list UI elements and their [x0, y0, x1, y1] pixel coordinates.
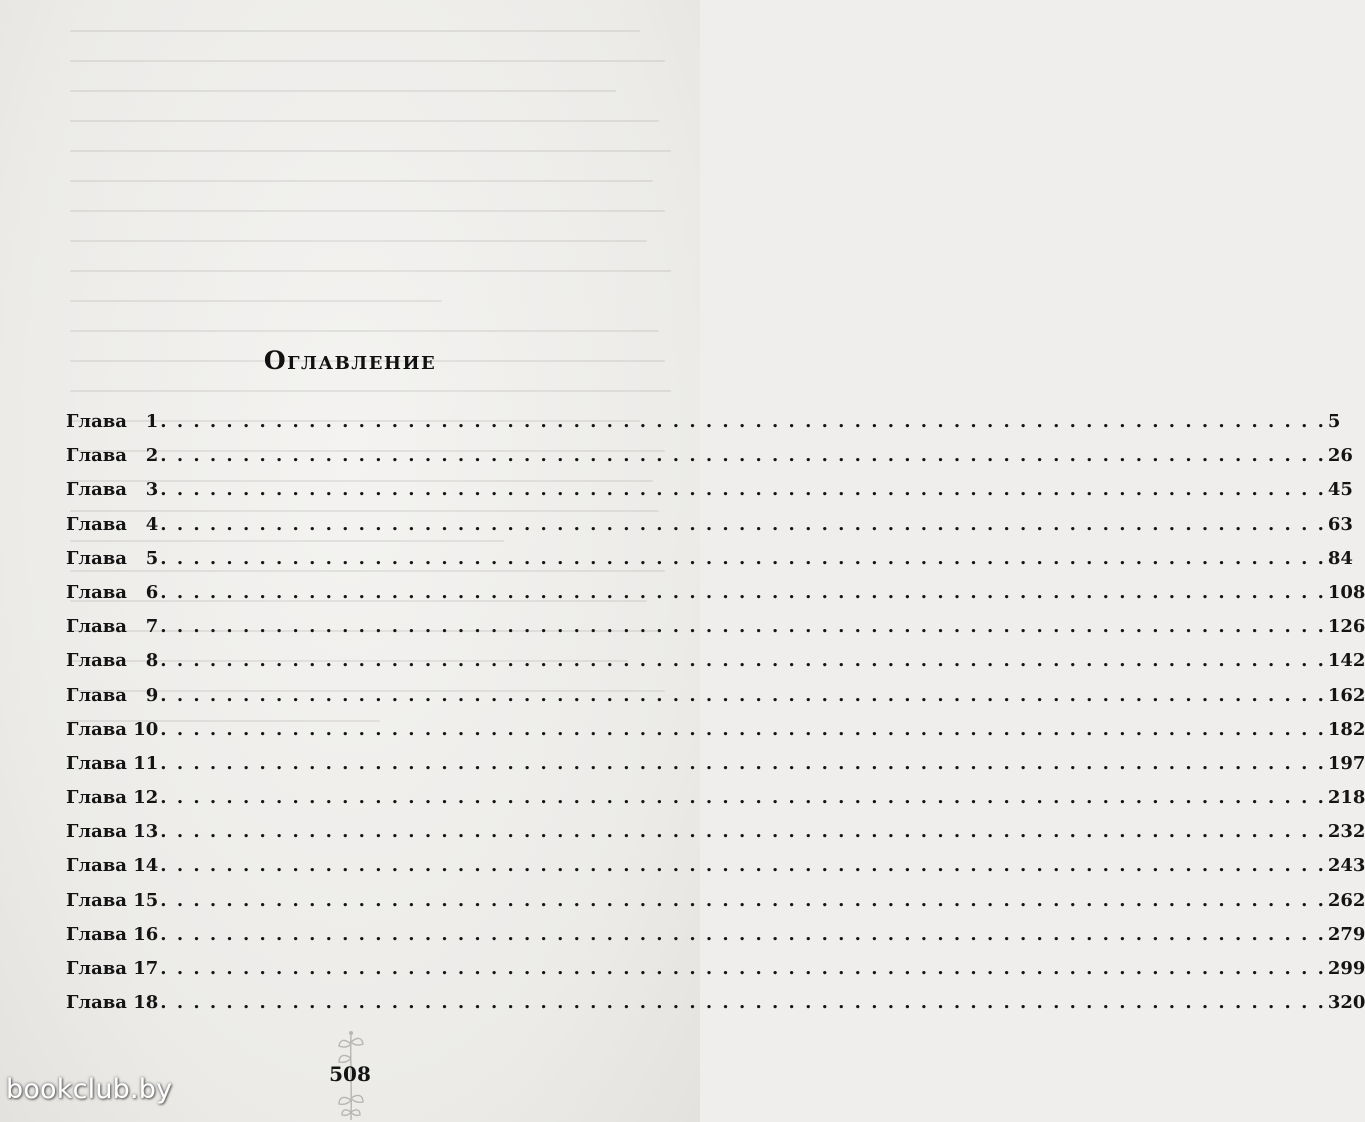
toc-dot-leader: . . . . . . . . . . . . . . . . . . . . . . . . . . . . . . . . . . . . . . . . . . . . . . . . . . . . . . . . . . . . . . . . . . . . . . . — [160, 855, 1326, 877]
toc-entry — [66, 923, 1365, 958]
toc-dot-leader: . . . . . . . . . . . . . . . . . . . . . . . . . . . . . . . . . . . . . . . . . . . . . . . . . . . . . . . . . . . . . . . . . . . . . . . — [160, 923, 1326, 945]
toc-dot-leader: . . . . . . . . . . . . . . . . . . . . . . . . . . . . . . . . . . . . . . . . . . . . . . . . . . . . . . . . . . . . . . . . . . . . . . . — [160, 718, 1326, 740]
toc-entry-label: Глава 9 — [66, 684, 159, 706]
toc-list — [66, 411, 1365, 1026]
toc-dot-leader: . . . . . . . . . . . . . . . . . . . . . . . . . . . . . . . . . . . . . . . . . . . . . . . . . . . . . . . . . . . . . . . . . . . . . . . — [160, 787, 1326, 809]
toc-entry-page: 218 — [1327, 787, 1365, 809]
toc-entry-label: Глава 16 — [66, 923, 159, 945]
toc-entry — [66, 684, 1365, 719]
toc-dot-leader: . . . . . . . . . . . . . . . . . . . . . . . . . . . . . . . . . . . . . . . . . . . . . . . . . . . . . . . . . . . . . . . . . . . . . . . — [160, 752, 1326, 774]
toc-entry — [66, 889, 1365, 924]
toc-dot-leader: . . . . . . . . . . . . . . . . . . . . . . . . . . . . . . . . . . . . . . . . . . . . . . . . . . . . . . . . . . . . . . . . . . . . . . . — [160, 411, 1326, 432]
toc-entry-page: 243 — [1327, 855, 1365, 877]
toc-entry-label: Глава 5 — [66, 547, 159, 569]
toc-entry-label: Глава 15 — [66, 889, 159, 911]
toc-entry — [66, 513, 1353, 548]
toc-entry — [66, 855, 1365, 889]
toc-dot-leader: . . . . . . . . . . . . . . . . . . . . . . . . . . . . . . . . . . . . . . . . . . . . . . . . . . . . . . . . . . . . . . . . . . . . . . . — [160, 684, 1326, 706]
toc-dot-leader: . . . . . . . . . . . . . . . . . . . . . . . . . . . . . . . . . . . . . . . . . . . . . . . . . . . . . . . . . . . . . . . . . . . . . . . — [160, 821, 1326, 843]
toc-entry-label: Глава 14 — [66, 855, 159, 877]
toc-entry — [66, 479, 1353, 513]
toc-dot-leader: . . . . . . . . . . . . . . . . . . . . . . . . . . . . . . . . . . . . . . . . . . . . . . . . . . . . . . . . . . . . . . . . . . . . . . . — [160, 581, 1326, 603]
toc-entry — [66, 992, 1365, 1026]
toc-entry-label: Глава 2 — [66, 445, 159, 467]
toc-entry-page: 108 — [1327, 581, 1365, 603]
toc-entry — [66, 718, 1365, 753]
toc-entry-page: 162 — [1327, 684, 1365, 706]
toc-entry — [66, 752, 1365, 787]
toc-entry-label: Глава 6 — [66, 581, 159, 603]
toc-entry-page: 126 — [1327, 616, 1365, 638]
toc-entry — [66, 650, 1365, 684]
toc-dot-leader: . . . . . . . . . . . . . . . . . . . . . . . . . . . . . . . . . . . . . . . . . . . . . . . . . . . . . . . . . . . . . . . . . . . . . . . — [160, 616, 1326, 638]
toc-dot-leader: . . . . . . . . . . . . . . . . . . . . . . . . . . . . . . . . . . . . . . . . . . . . . . . . . . . . . . . . . . . . . . . . . . . . . . . — [160, 958, 1326, 979]
toc-dot-leader: . . . . . . . . . . . . . . . . . . . . . . . . . . . . . . . . . . . . . . . . . . . . . . . . . . . . . . . . . . . . . . . . . . . . . . . — [160, 513, 1326, 535]
toc-entry-page: 45 — [1327, 479, 1353, 501]
toc-entry-page: 197 — [1327, 752, 1365, 774]
toc-entry-label: Глава 1 — [66, 411, 159, 432]
toc-entry-page: 279 — [1327, 923, 1365, 945]
toc-entry-page: 142 — [1327, 650, 1365, 672]
toc-dot-leader: . . . . . . . . . . . . . . . . . . . . . . . . . . . . . . . . . . . . . . . . . . . . . . . . . . . . . . . . . . . . . . . . . . . . . . . — [160, 445, 1326, 467]
toc-entry-label: Глава 3 — [66, 479, 159, 501]
toc-dot-leader: . . . . . . . . . . . . . . . . . . . . . . . . . . . . . . . . . . . . . . . . . . . . . . . . . . . . . . . . . . . . . . . . . . . . . . . — [160, 479, 1326, 501]
toc-entry-page: 299 — [1327, 958, 1365, 979]
toc-entry-label: Глава 10 — [66, 718, 159, 740]
toc-entry-label: Глава 8 — [66, 650, 159, 672]
toc-entry-label: Глава 7 — [66, 616, 159, 638]
toc-entry — [66, 547, 1353, 582]
toc-dot-leader: . . . . . . . . . . . . . . . . . . . . . . . . . . . . . . . . . . . . . . . . . . . . . . . . . . . . . . . . . . . . . . . . . . . . . . . — [160, 650, 1326, 672]
watermark: bookclub.by — [6, 1074, 173, 1105]
toc-entry-label: Глава 18 — [66, 992, 159, 1014]
toc-entry-page: 262 — [1327, 889, 1365, 911]
toc-dot-leader: . . . . . . . . . . . . . . . . . . . . . . . . . . . . . . . . . . . . . . . . . . . . . . . . . . . . . . . . . . . . . . . . . . . . . . . — [160, 547, 1326, 569]
toc-dot-leader: . . . . . . . . . . . . . . . . . . . . . . . . . . . . . . . . . . . . . . . . . . . . . . . . . . . . . . . . . . . . . . . . . . . . . . . — [160, 889, 1326, 911]
toc-dot-leader: . . . . . . . . . . . . . . . . . . . . . . . . . . . . . . . . . . . . . . . . . . . . . . . . . . . . . . . . . . . . . . . . . . . . . . . — [160, 992, 1326, 1014]
toc-entry-label: Глава 17 — [66, 958, 159, 979]
toc-entry-page: 232 — [1327, 821, 1365, 843]
toc-entry-page: 26 — [1327, 445, 1353, 467]
toc-entry — [66, 411, 1341, 445]
toc-entry — [66, 787, 1365, 821]
toc-entry — [66, 821, 1365, 855]
toc-entry-page: 63 — [1327, 513, 1353, 535]
toc-entry-page: 182 — [1327, 718, 1365, 740]
toc-entry — [66, 958, 1365, 992]
toc-entry-page: 5 — [1327, 411, 1341, 432]
toc-entry-page: 320 — [1327, 992, 1365, 1014]
toc-entry-label: Глава 12 — [66, 787, 159, 809]
toc-entry-label: Глава 13 — [66, 821, 159, 843]
toc-entry — [66, 616, 1365, 650]
toc-entry — [66, 581, 1365, 616]
toc-title: Оглавление — [263, 346, 437, 375]
toc-entry-page: 84 — [1327, 547, 1353, 569]
toc-entry-label: Глава 11 — [66, 752, 159, 774]
page-number: 508 — [329, 1062, 371, 1086]
toc-entry-label: Глава 4 — [66, 513, 159, 535]
toc-entry — [66, 445, 1353, 479]
